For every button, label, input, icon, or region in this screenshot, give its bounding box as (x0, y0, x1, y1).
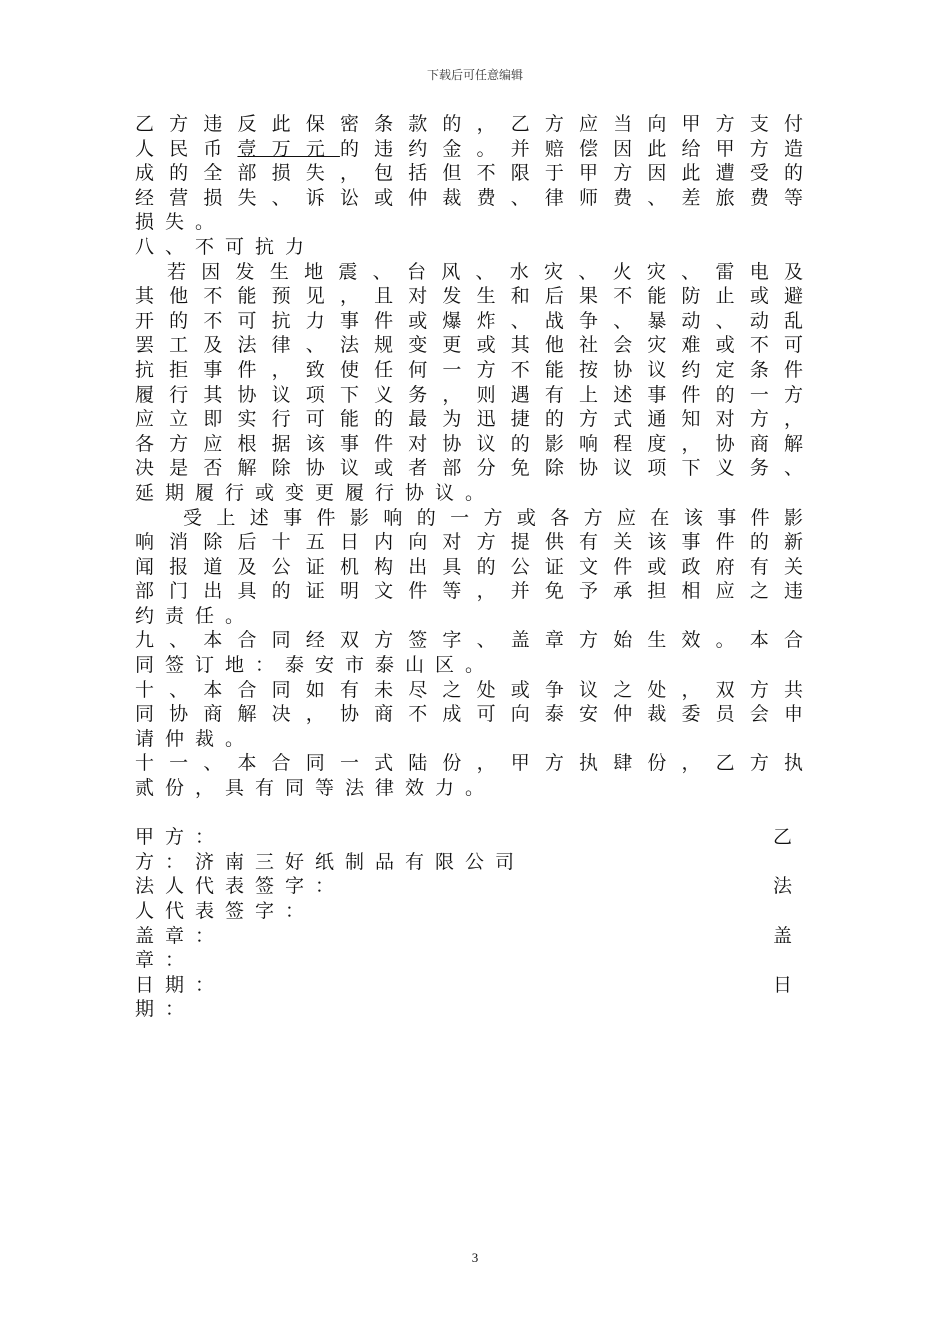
text-line (135, 161, 803, 186)
text-segment: 开的不可抗力事件或爆炸、战争、暴动、动乱 (135, 309, 803, 332)
text-line (135, 333, 803, 358)
text-line (135, 628, 803, 653)
signature-line (135, 924, 803, 949)
text-segment: 同协商解决，协商不成可向泰安仲裁委员会申 (135, 703, 803, 726)
signature-line (135, 850, 803, 875)
text-segment: 部门出具的证明文件等，并免予承担相应之违 (135, 580, 803, 603)
text-line (135, 653, 803, 678)
text-segment: 请仲裁。 (135, 727, 256, 750)
text-segment: 十、本合同如有未尽之处或争议之处，双方共 (135, 678, 803, 701)
document-body (135, 112, 803, 1022)
text-segment: 应立即实行可能的最为迅捷的方式通知对方， (135, 408, 803, 431)
text-line (135, 383, 803, 408)
page-number: 3 (471, 1250, 479, 1265)
signature-label-wrap: 乙 (772, 826, 803, 849)
text-segment: 抗拒事件，致使任何一方不能按协议约定条件 (135, 358, 803, 381)
text-segment: 人民币 (135, 137, 238, 160)
blank-line (135, 801, 803, 826)
page-header: 下载后可任意编辑 (426, 68, 523, 82)
signature-line (135, 825, 803, 850)
text-line (135, 112, 803, 137)
signature-line (135, 997, 803, 1022)
signature-label: 方：济南三好纸制品有限公司 (135, 850, 526, 873)
signature-label: 甲方： (135, 826, 226, 849)
text-line (135, 579, 803, 604)
text-segment: 同签订地：泰安市泰山区。 (135, 654, 496, 677)
text-line (135, 186, 803, 211)
text-line (135, 407, 803, 432)
signature-label: 章： (135, 949, 196, 972)
text-segment: 十一、本合同一式陆份，甲方执肆份，乙方执 (135, 752, 803, 775)
text-line (135, 432, 803, 457)
text-line (135, 309, 803, 334)
text-line (135, 260, 803, 285)
text-line (135, 456, 803, 481)
text-line (135, 506, 803, 531)
text-segment: 闻报道及公证机构出具的公证文件或政府有关 (135, 555, 803, 578)
signature-block (135, 825, 803, 1022)
text-line (135, 727, 803, 752)
contract-text (135, 112, 803, 801)
signature-line (135, 948, 803, 973)
text-segment: 经营损失、诉讼或仲裁费、律师费、差旅费等 (135, 186, 803, 209)
text-segment: 其他不能预见，且对发生和后果不能防止或避 (135, 285, 803, 308)
signature-label: 日期： (135, 973, 226, 996)
text-line (135, 678, 803, 703)
text-segment: 损失。 (135, 211, 226, 234)
signature-label: 人代表签字： (135, 900, 316, 922)
signature-label: 盖章： (135, 924, 226, 947)
text-line (135, 235, 803, 260)
text-segment: 履行其协议项下义务，则遇有上述事件的一方 (135, 383, 803, 406)
text-line (135, 284, 803, 309)
text-line (135, 137, 803, 162)
text-line (135, 555, 803, 580)
penalty-amount: 壹万元 (237, 137, 340, 160)
text-segment: 响消除后十五日内向对方提供有关该事件的新 (135, 531, 803, 554)
text-segment: 乙方违反此保密条款的，乙方应当向甲方支付 (135, 113, 803, 135)
text-segment: 受上述事件影响的一方或各方应在该事件影 (183, 506, 803, 529)
signature-label-wrap: 法 (772, 875, 803, 898)
text-line (135, 702, 803, 727)
signature-line (135, 874, 803, 899)
text-segment: 八、不可抗力 (135, 235, 316, 258)
signature-label-wrap: 盖 (772, 924, 803, 947)
text-segment: 罢工及法律、法规变更或其他社会灾难或不可 (135, 334, 803, 357)
text-segment: 九、本合同经双方签字、盖章方始生效。本合 (135, 629, 803, 652)
text-segment: 延期履行或变更履行协议。 (135, 481, 496, 504)
text-segment: 决是否解除协议或者部分免除协议项下义务、 (135, 457, 803, 480)
text-segment: 约责任。 (135, 604, 256, 627)
text-line (135, 776, 803, 801)
signature-label-wrap: 日 (772, 973, 803, 996)
text-line (135, 481, 803, 506)
text-line (135, 604, 803, 629)
text-segment: 的违约金。并赔偿因此给甲方造 (339, 137, 803, 160)
signature-line (135, 899, 803, 924)
text-segment: 贰份，具有同等法律效力。 (135, 777, 496, 800)
text-line (135, 210, 803, 235)
signature-label: 法人代表签字： (135, 875, 346, 898)
signature-label: 期： (135, 998, 196, 1021)
text-line (135, 530, 803, 555)
signature-line (135, 973, 803, 998)
text-line (135, 751, 803, 776)
text-segment: 各方应根据该事件对协议的影响程度，协商解 (135, 432, 803, 455)
text-segment: 若因发生地震、台风、水灾、火灾、雷电及 (167, 260, 803, 283)
text-segment: 成的全部损失，包括但不限于甲方因此遭受的 (135, 162, 803, 185)
text-line (135, 358, 803, 383)
